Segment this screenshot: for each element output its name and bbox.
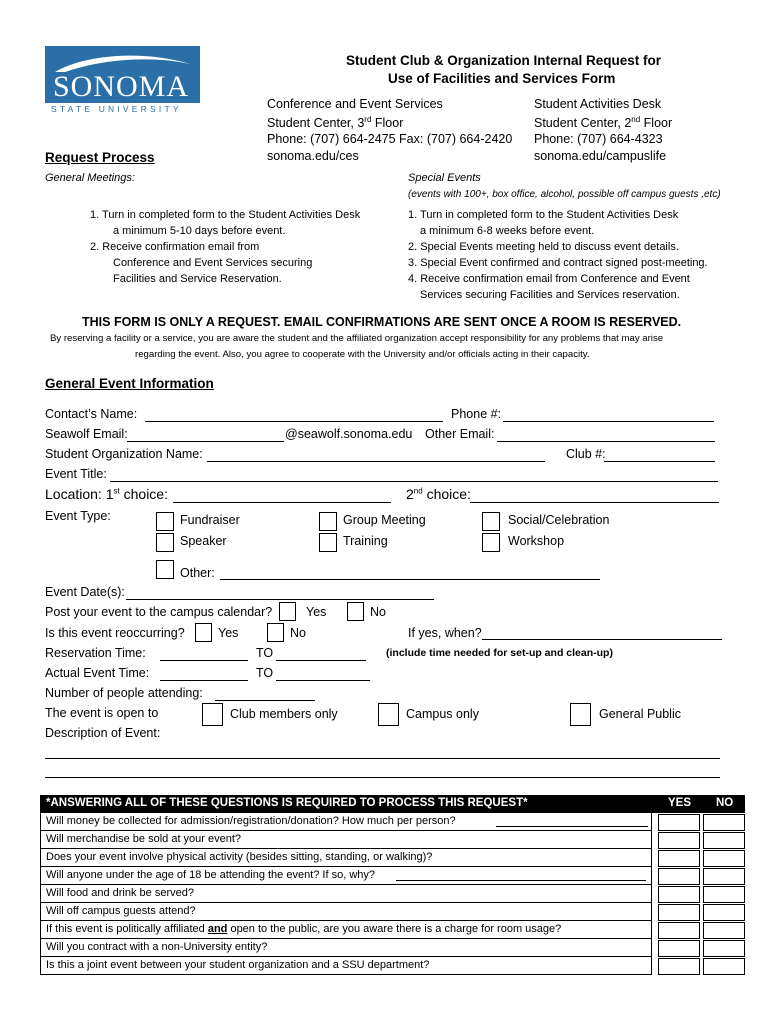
calendar-no-label: No xyxy=(370,605,386,619)
reservation-time-label: Reservation Time: xyxy=(45,646,146,660)
description-line-1[interactable] xyxy=(45,758,720,759)
answer-yes-cell[interactable] xyxy=(658,850,700,867)
fundraiser-label: Fundraiser xyxy=(180,513,240,527)
speaker-label: Speaker xyxy=(180,534,227,548)
se-step4: 4. Receive confirmation email from Conference and Event xyxy=(408,273,690,285)
question-answer-field[interactable] xyxy=(396,880,646,881)
training-checkbox[interactable] xyxy=(319,533,337,552)
question-text: Will off campus guests attend? xyxy=(46,905,196,917)
actual-end-field[interactable] xyxy=(276,680,370,681)
notice-body1: By reserving a facility or a service, you are aware the student and the affiliated organization accept responsibility for any problems that may arise xyxy=(50,333,664,344)
calendar-no-checkbox[interactable] xyxy=(347,602,364,621)
se-step1b: a minimum 6-8 weeks before event. xyxy=(420,225,595,237)
gm-step2: 2. Receive confirmation email from xyxy=(90,241,260,253)
general-meetings-label: General Meetings: xyxy=(45,172,135,184)
questions-header-text: *ANSWERING ALL OF THESE QUESTIONS IS REQUIRED TO PROCESS THIS REQUEST* xyxy=(46,797,528,809)
se-step4b: Services securing Facilities and Services reservation. xyxy=(420,289,680,301)
question-text: Will you contract with a non-University entity? xyxy=(46,941,268,953)
reoccurring-question: Is this event reoccurring? xyxy=(45,626,185,640)
workshop-label: Workshop xyxy=(508,534,565,548)
ces-line3: Phone: (707) 664-2475 Fax: (707) 664-2420 xyxy=(267,132,513,146)
campus-only-label: Campus only xyxy=(406,707,479,721)
questions-header xyxy=(40,795,745,813)
answer-no-cell[interactable] xyxy=(703,868,745,885)
event-title-field[interactable] xyxy=(110,481,718,482)
answer-no-cell[interactable] xyxy=(703,904,745,921)
reservation-to-label: TO xyxy=(256,646,274,660)
org-name-label: Student Organization Name: xyxy=(45,447,203,461)
seawolf-email-label: Seawolf Email: xyxy=(45,427,128,441)
logo xyxy=(45,46,200,118)
answer-no-cell[interactable] xyxy=(703,940,745,957)
actual-start-field[interactable] xyxy=(160,680,248,681)
reoccur-yes-checkbox[interactable] xyxy=(195,623,212,642)
social-label: Social/Celebration xyxy=(508,513,610,527)
people-count-field[interactable] xyxy=(215,700,315,701)
seawolf-email-field[interactable] xyxy=(127,441,284,442)
social-checkbox[interactable] xyxy=(482,512,500,531)
people-count-label: Number of people attending: xyxy=(45,686,203,700)
location-2-label: 2nd choice: xyxy=(406,486,471,502)
question-text: Will anyone under the age of 18 be attending the event? If so, why? xyxy=(46,869,376,881)
question-row xyxy=(40,939,652,957)
other-email-field[interactable] xyxy=(497,441,715,442)
ces-line4: sonoma.edu/ces xyxy=(267,149,359,163)
reoccur-no-checkbox[interactable] xyxy=(267,623,284,642)
description-line-2[interactable] xyxy=(45,777,720,778)
calendar-yes-label: Yes xyxy=(306,605,327,619)
reservation-end-field[interactable] xyxy=(276,660,366,661)
se-step2: 2. Special Events meeting held to discuss event details. xyxy=(408,241,679,253)
if-yes-label: If yes, when? xyxy=(408,626,482,640)
gm-step1: 1. Turn in completed form to the Student Activities Desk xyxy=(90,209,361,221)
org-name-field[interactable] xyxy=(207,461,545,462)
se-step3: 3. Special Event confirmed and contract signed post-meeting. xyxy=(408,257,708,269)
ces-line2: Student Center, 3rd Floor xyxy=(267,115,404,131)
answer-yes-cell[interactable] xyxy=(658,868,700,885)
reservation-start-field[interactable] xyxy=(160,660,248,661)
if-yes-field[interactable] xyxy=(482,639,722,640)
general-event-info-heading: General Event Information xyxy=(45,376,214,391)
answer-no-cell[interactable] xyxy=(703,958,745,975)
seawolf-domain: @seawolf.sonoma.edu xyxy=(285,427,413,441)
question-row xyxy=(40,903,652,921)
location-2-field[interactable] xyxy=(470,502,719,503)
se-step1: 1. Turn in completed form to the Student Activities Desk xyxy=(408,209,679,221)
question-row xyxy=(40,813,652,831)
question-text: Will money be collected for admission/registration/donation? How much per person? xyxy=(46,815,456,827)
contact-name-label: Contact’s Name: xyxy=(45,407,138,421)
answer-no-cell[interactable] xyxy=(703,922,745,939)
gm-step2c: Facilities and Service Reservation. xyxy=(113,273,282,285)
general-public-checkbox[interactable] xyxy=(570,703,591,726)
other-type-label: Other: xyxy=(180,566,215,580)
reoccur-no-label: No xyxy=(290,626,306,640)
logo-subtitle: STATE UNIVERSITY xyxy=(51,104,182,114)
actual-time-label: Actual Event Time: xyxy=(45,666,150,680)
club-number-label: Club #: xyxy=(566,447,606,461)
contact-name-field[interactable] xyxy=(145,421,443,422)
reoccur-yes-label: Yes xyxy=(218,626,239,640)
request-process-heading: Request Process xyxy=(45,150,155,165)
question-row xyxy=(40,921,652,939)
campus-only-checkbox[interactable] xyxy=(378,703,399,726)
question-row xyxy=(40,867,652,885)
phone-field[interactable] xyxy=(503,421,714,422)
answer-yes-cell[interactable] xyxy=(658,904,700,921)
form-title-line1: Student Club & Organization Internal Request for xyxy=(346,53,662,68)
answer-yes-cell[interactable] xyxy=(658,958,700,975)
event-title-label: Event Title: xyxy=(45,467,107,481)
event-dates-field[interactable] xyxy=(126,599,434,600)
club-only-checkbox[interactable] xyxy=(202,703,223,726)
question-text: If this event is politically affiliated and open to the public, are you aware there is a charge for room usage? xyxy=(46,923,562,935)
training-label: Training xyxy=(343,534,388,548)
location-1-field[interactable] xyxy=(173,502,391,503)
question-text: Does your event involve physical activity (besides sitting, standing, or walking)? xyxy=(46,851,433,863)
form-title-line2: Use of Facilities and Services Form xyxy=(388,71,616,86)
sad-line3: Phone: (707) 664-4323 xyxy=(534,132,663,146)
sad-line4: sonoma.edu/campuslife xyxy=(534,149,667,163)
setup-note: (include time needed for set-up and clean-up) xyxy=(386,647,613,659)
event-type-label: Event Type: xyxy=(45,509,111,523)
question-text: Will merchandise be sold at your event? xyxy=(46,833,242,845)
event-dates-label: Event Date(s): xyxy=(45,585,125,599)
phone-label: Phone #: xyxy=(451,407,502,421)
question-text: Will food and drink be served? xyxy=(46,887,194,899)
calendar-question: Post your event to the campus calendar? xyxy=(45,605,273,619)
answer-no-cell[interactable] xyxy=(703,814,745,831)
question-row xyxy=(40,831,652,849)
fundraiser-checkbox[interactable] xyxy=(156,512,174,531)
gm-step2b: Conference and Event Services securing xyxy=(113,257,313,269)
question-answer-field[interactable] xyxy=(496,826,648,827)
answer-no-cell[interactable] xyxy=(703,850,745,867)
other-type-field[interactable] xyxy=(220,579,600,580)
gm-step1b: a minimum 5-10 days before event. xyxy=(113,225,286,237)
question-text: Is this a joint event between your student organization and a SSU department? xyxy=(46,959,430,971)
sad-line1: Student Activities Desk xyxy=(534,97,662,111)
other-type-checkbox[interactable] xyxy=(156,560,174,579)
answer-yes-cell[interactable] xyxy=(658,922,700,939)
notice-body2: regarding the event. Also, you agree to cooperate with the University and/or officials acting in their capacity. xyxy=(135,349,590,360)
club-only-label: Club members only xyxy=(230,707,338,721)
group-meeting-label: Group Meeting xyxy=(343,513,426,527)
notice-heading: THIS FORM IS ONLY A REQUEST. EMAIL CONFIRMATIONS ARE SENT ONCE A ROOM IS RESERVED. xyxy=(82,315,682,329)
club-number-field[interactable] xyxy=(604,461,715,462)
actual-to-label: TO xyxy=(256,666,274,680)
answer-no-cell[interactable] xyxy=(703,886,745,903)
answer-no-cell[interactable] xyxy=(703,832,745,849)
group-meeting-checkbox[interactable] xyxy=(319,512,337,531)
workshop-checkbox[interactable] xyxy=(482,533,500,552)
other-email-label: Other Email: xyxy=(425,427,495,441)
logo-name: SONOMA xyxy=(53,70,190,103)
ces-line1: Conference and Event Services xyxy=(267,97,443,111)
special-events-note: (events with 100+, box office, alcohol, possible off campus guests ,etc) xyxy=(408,189,721,200)
description-label: Description of Event: xyxy=(45,726,161,740)
answer-yes-cell[interactable] xyxy=(658,814,700,831)
question-row xyxy=(40,849,652,867)
questions-table xyxy=(40,795,745,975)
answer-yes-cell[interactable] xyxy=(658,832,700,849)
speaker-checkbox[interactable] xyxy=(156,533,174,552)
special-events-label: Special Events xyxy=(408,172,481,184)
question-row xyxy=(40,957,652,975)
yes-column-header: YES xyxy=(668,797,692,809)
calendar-yes-checkbox[interactable] xyxy=(279,602,296,621)
general-public-label: General Public xyxy=(599,707,681,721)
question-row xyxy=(40,885,652,903)
answer-yes-cell[interactable] xyxy=(658,886,700,903)
open-to-label: The event is open to xyxy=(45,706,159,720)
location-1-label: Location: 1st choice: xyxy=(45,486,168,502)
sad-line2: Student Center, 2nd Floor xyxy=(534,115,673,131)
no-column-header: NO xyxy=(716,797,734,809)
answer-yes-cell[interactable] xyxy=(658,940,700,957)
